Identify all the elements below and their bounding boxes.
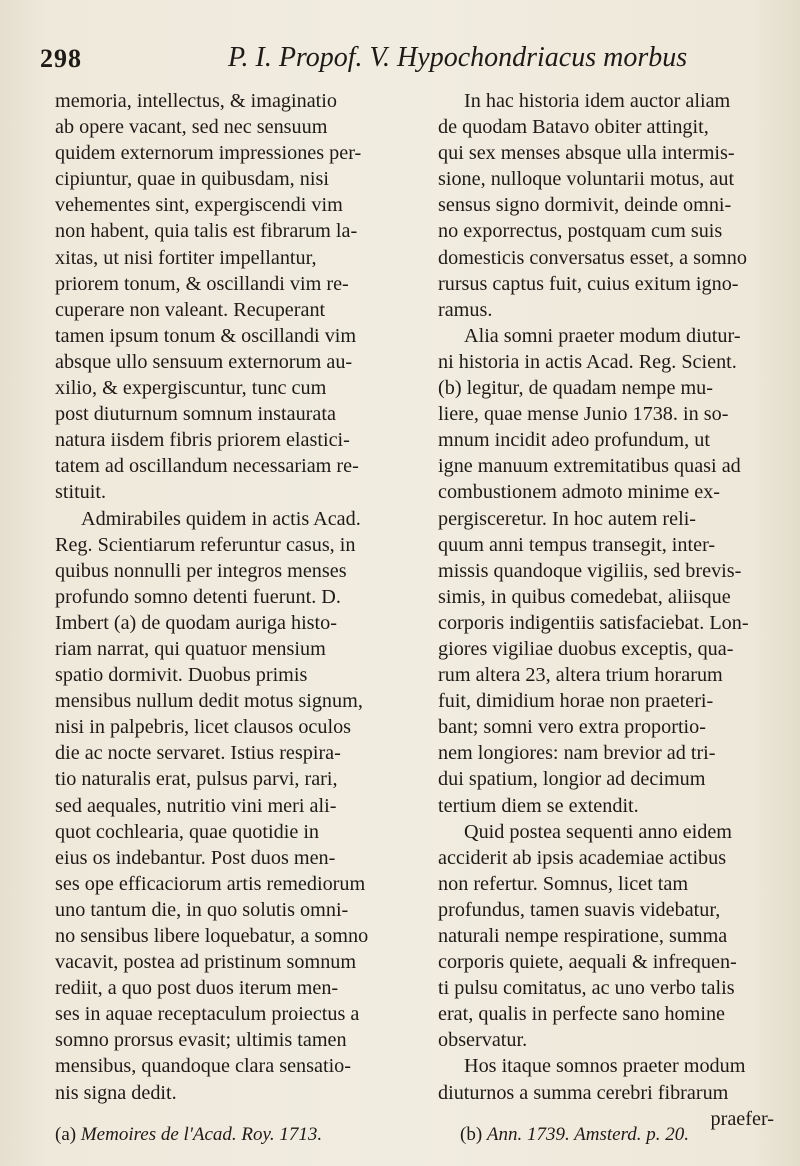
text-line: Admirabiles quidem in actis Acad. (81, 507, 361, 530)
text-line: observatur. (438, 1029, 528, 1052)
text-line: bant; somni vero extra proportio- (438, 716, 706, 739)
text-line: memoria, intellectus, & imaginatio (55, 90, 337, 112)
text-line: mensibus, quandoque clara sensatio- (55, 1055, 352, 1078)
text-line: nisi in palpebris, licet clausos oculos (55, 716, 352, 739)
text-line: non refertur. Somnus, licet tam (438, 872, 689, 895)
text-line: corporis indigentiis satisfaciebat. Lon- (438, 611, 749, 634)
text-line: missis quandoque vigiliis, sed brevis- (438, 559, 742, 582)
text-line: In hac historia idem auctor aliam (464, 90, 731, 112)
text-line: no sensibus libere loquebatur, a somno (55, 925, 369, 947)
text-line: Reg. Scientiarum referuntur casus, in (55, 533, 356, 556)
footnote-a-mark: (a) (55, 1124, 77, 1145)
text-line: no exporrectus, postquam cum suis (438, 220, 723, 243)
text-line: stituit. (55, 481, 107, 504)
text-line: tamen ipsum tonum & oscillandi vim (55, 324, 357, 347)
text-line: de quodam Batavo obiter attingit, (438, 116, 709, 139)
text-line: nem longiores: nam brevior ad tri- (438, 742, 716, 765)
text-line: natura iisdem fibris priorem elastici- (55, 429, 350, 452)
text-line: cuperare non valeant. Recuperant (55, 298, 326, 321)
text-line: die ac nocte servaret. Istius respira- (55, 742, 341, 765)
text-line: uno tantum die, in quo solutis omni- (55, 898, 349, 921)
text-line: sione, nulloque voluntarii motus, aut (438, 168, 735, 191)
text-line: somno prorsus evasit; ultimis tamen (55, 1029, 347, 1052)
text-line: non habent, quia talis est fibrarum la- (55, 220, 358, 243)
text-line: pergisceretur. In hoc autem reli- (438, 507, 697, 530)
text-line: (b) legitur, de quadam nempe mu- (438, 377, 713, 400)
text-line: ses in aquae receptaculum proiectus a (55, 1003, 360, 1026)
text-line: sensus signo dormivit, deinde omni- (438, 194, 732, 217)
page-number: 298 (40, 44, 82, 73)
text-line: erat, qualis in perfecte sano homine (438, 1003, 726, 1026)
text-line: quum anni tempus transegit, inter- (438, 533, 716, 556)
page-header (40, 40, 780, 80)
text-line: rediit, a quo post duos iterum men- (55, 977, 339, 1000)
text-line: ti pulsu comitatus, ac uno verbo talis (438, 977, 735, 1000)
text-line: tio naturalis erat, pulsus parvi, rari, (55, 768, 338, 791)
text-line: quibus nonnulli per integros menses (55, 559, 347, 582)
text-line: naturali nempe respiratione, summa (438, 925, 728, 947)
text-line: simis, in quibus comedebat, aliisque (438, 585, 731, 608)
text-line: sed aequales, nutritio vini meri ali- (55, 794, 337, 817)
text-line: mensibus nullum dedit motus signum, (55, 690, 363, 713)
footnote-b (460, 1124, 689, 1146)
footnote-b-mark: (b) (460, 1124, 483, 1145)
text-line: ni historia in actis Acad. Reg. Scient. (438, 350, 737, 373)
right-column (438, 88, 780, 1132)
text-line: ab opere vacant, sed nec sensuum (55, 116, 328, 139)
text-line: Hos itaque somnos praeter modum (464, 1055, 746, 1078)
text-line: riam narrat, qui quatuor mensium (55, 637, 326, 660)
text-line: ramus. (438, 298, 493, 321)
text-line: post diuturnum somnum instaurata (55, 403, 336, 426)
footnote-b-text: Ann. 1739. Amsterd. p. 20. (486, 1124, 690, 1145)
text-line: mnum incidit adeo profundum, ut (438, 429, 710, 452)
text-line: priorem tonum, & oscillandi vim re- (55, 272, 349, 295)
text-line: qui sex menses absque ulla intermis- (438, 142, 735, 165)
text-line: profundo somno detenti fuerunt. D. (55, 585, 341, 608)
text-line: diuturnos a summa cerebri fibrarum (438, 1081, 729, 1104)
text-line: quot cochlearia, quae quotidie in (55, 820, 320, 843)
footnote-a-text: Memoires de l'Acad. Roy. 1713. (80, 1124, 323, 1145)
text-line: giores vigiliae duobus exceptis, qua- (438, 637, 734, 660)
left-column (55, 88, 397, 1106)
running-title: P. I. Propof. V. Hypochondriacus morbus (228, 42, 688, 73)
text-line: absque ullo sensuum externorum au- (55, 350, 353, 373)
text-line: vehementes sint, expergiscendi vim (55, 194, 343, 217)
text-line: fuit, dimidium horae non praeteri- (438, 690, 714, 713)
text-line: quidem externorum impressiones per- (55, 142, 362, 165)
text-line: acciderit ab ipsis academiae actibus (438, 846, 727, 869)
text-line: corporis quiete, aequali & infrequen- (438, 951, 737, 974)
text-line: Quid postea sequenti anno eidem (464, 820, 732, 843)
text-line: vacavit, postea ad pristinum somnum (55, 951, 357, 974)
text-line: eius os indebantur. Post duos men- (55, 846, 336, 869)
text-line: Alia somni praeter modum diutur- (464, 324, 741, 347)
text-line: xitas, ut nisi fortiter impellantur, (55, 246, 317, 269)
text-line: tatem ad oscillandum necessariam re- (55, 455, 359, 478)
text-line: igne manuum extremitatibus quasi ad (438, 455, 741, 478)
text-line: cipiuntur, quae in quibusdam, nisi (55, 168, 329, 191)
text-line: praefer- (710, 1107, 774, 1130)
text-line: profundus, tamen suavis videbatur, (438, 898, 721, 921)
text-line: Imbert (a) de quodam auriga histo- (55, 611, 337, 634)
text-line: xilio, & expergiscuntur, tunc cum (55, 377, 327, 400)
footnote-a (55, 1124, 322, 1146)
text-line: domesticis conversatus esset, a somno (438, 246, 747, 269)
text-line: spatio dormivit. Duobus primis (55, 664, 308, 687)
text-line: tertium diem se extendit. (438, 794, 639, 817)
text-line: nis signa dedit. (55, 1081, 177, 1104)
text-line: rursus captus fuit, cuius exitum igno- (438, 272, 739, 295)
text-line: dui spatium, longior ad decimum (438, 768, 706, 791)
text-line: ses ope efficaciorum artis remediorum (55, 872, 366, 895)
text-line: combustionem admoto minime ex- (438, 481, 721, 504)
text-line: liere, quae mense Junio 1738. in so- (438, 403, 729, 426)
text-line: rum altera 23, altera trium horarum (438, 664, 723, 687)
